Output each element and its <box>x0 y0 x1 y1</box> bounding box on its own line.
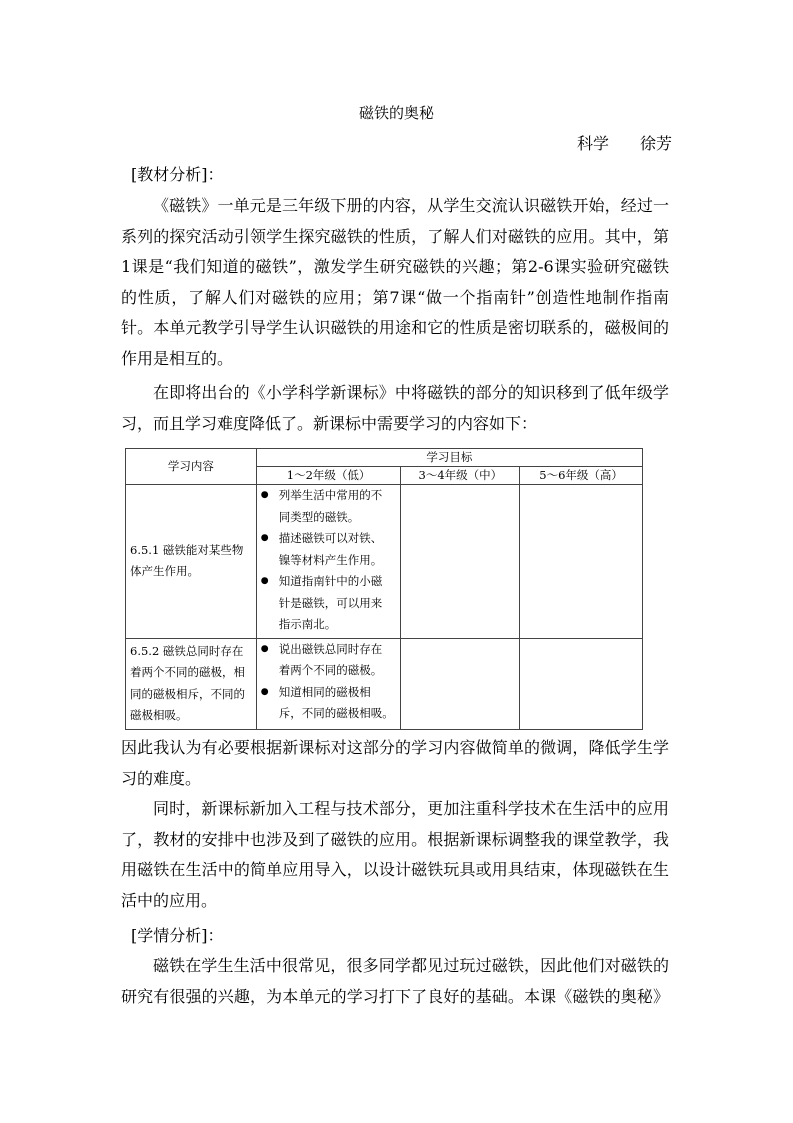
text-line: 因此我认为有必要根据新课标对这部分的学习内容做简单的微调，降低学生学 <box>121 738 669 757</box>
text-line: 针。本单元教学引导学生认识磁铁的用途和它的性质是密切联系的，磁极间的 <box>121 318 669 337</box>
text-line: 同时，新课标新加入工程与技术部分，更加注重科学技术在生活中的应用 <box>153 799 669 818</box>
paragraph-student-analysis <box>121 951 669 1012</box>
text-line: 磁铁在学生生活中很常见，很多同学都见过玩过磁铁，因此他们对磁铁的 <box>153 956 669 975</box>
bullet-text: 同类型的磁铁。 <box>278 509 360 524</box>
text-line: 用磁铁在生活中的简单应用导入，以设计磁铁玩具或用具结束，体现磁铁在生 <box>121 860 669 879</box>
paragraph-adjustment <box>121 733 669 794</box>
header-grade-5-6: 5～6年级（高） <box>520 467 643 485</box>
cell-text: 同的磁极相斥，不同的 <box>130 686 245 701</box>
goal-cell-grade-3-4 <box>401 485 520 639</box>
content-cell <box>126 638 257 729</box>
bullet-item <box>261 485 397 528</box>
cell-text: 体产生作用。 <box>130 564 199 579</box>
section-heading-material: [教材分析]： <box>131 165 224 184</box>
bullet-text: ● 列举生活中常用的不 <box>278 488 383 502</box>
cell-text: 磁极相吸。 <box>130 708 188 722</box>
cell-text: 6.5.1 磁铁能对某些物 <box>130 542 244 557</box>
paragraph-engineering <box>121 794 669 916</box>
text-line: 活中的应用。 <box>121 890 218 910</box>
paragraph-new-standard <box>121 378 669 439</box>
header-learning-content: 学习内容 <box>126 449 257 485</box>
table-row <box>126 638 643 729</box>
goal-cell-grade-1-2 <box>256 485 401 639</box>
bullet-item <box>261 571 397 636</box>
text-line: 习，而且学习难度降低了。新课标中需要学习的内容如下： <box>121 413 538 433</box>
text-line: 在即将出台的《小学科学新课标》中将磁铁的部分的知识移到了低年级学 <box>153 383 669 402</box>
text-line: 了，教材的安排中也涉及到了磁铁的应用。根据新课标调整我的课堂教学，我 <box>121 829 669 849</box>
curriculum-standard-table <box>125 448 643 730</box>
text-line: 1课是“我们知道的磁铁”，激发学生研究磁铁的兴趣；第2-6课实验研究磁铁 <box>121 257 669 276</box>
section-heading-student: [学情分析]： <box>131 926 224 945</box>
bullet-text: 着两个不同的磁极。 <box>278 663 383 677</box>
text-line: 研究有很强的兴趣，为本单元的学习打下了良好的基础。本课《磁铁的奥秘》 <box>121 986 669 1006</box>
table-row <box>126 485 643 639</box>
table-header-row <box>126 449 643 467</box>
goal-cell-grade-3-4 <box>401 638 520 729</box>
text-line: 习的难度。 <box>121 768 202 788</box>
text-line: 的性质，了解人们对磁铁的应用；第7课“做一个指南针”创造性地制作指南 <box>121 287 669 307</box>
cell-text: 着两个不同的磁极，相 <box>130 665 245 679</box>
cell-text: 6.5.2 磁铁总同时存在 <box>130 643 244 658</box>
paragraph-material-analysis <box>121 191 669 374</box>
bullet-item <box>261 639 397 682</box>
header-grade-3-4: 3～4年级（中） <box>401 467 520 485</box>
bullet-text: ● 知道指南针中的小磁 <box>278 574 383 588</box>
header-learning-goal: 学习目标 <box>256 449 642 467</box>
text-line: 《磁铁》一单元是三年级下册的内容，从学生交流认识磁铁开始，经过一 <box>153 196 669 215</box>
bullet-text: ● 说出磁铁总同时存在 <box>278 641 383 656</box>
bullet-text: 斥，不同的磁极相吸。 <box>278 706 394 720</box>
bullet-text: 镍等材料产生作用。 <box>278 552 383 567</box>
bullet-item <box>261 528 397 571</box>
bullet-text: ● 描述磁铁可以对铁、 <box>278 531 383 545</box>
subject-label: 科学 <box>577 134 610 153</box>
bullet-text: 针是磁铁，可以用来 <box>278 595 383 610</box>
content-cell <box>126 485 257 639</box>
page-title: 磁铁的奥秘 <box>358 104 434 122</box>
author-name: 徐芳 <box>640 134 673 153</box>
goal-cell-grade-5-6 <box>520 485 643 639</box>
bullet-item <box>261 682 397 725</box>
header-grade-1-2: 1～2年级（低） <box>256 467 401 485</box>
bullet-text: 指示南北。 <box>278 617 337 631</box>
goal-cell-grade-1-2 <box>256 638 401 729</box>
goal-cell-grade-5-6 <box>520 638 643 729</box>
text-line: 系列的探究活动引领学生探究磁铁的性质，了解人们对磁铁的应用。其中，第 <box>121 226 669 246</box>
text-line: 作用是相互的。 <box>121 348 234 368</box>
bullet-text: ● 知道相同的磁极相 <box>278 684 371 699</box>
